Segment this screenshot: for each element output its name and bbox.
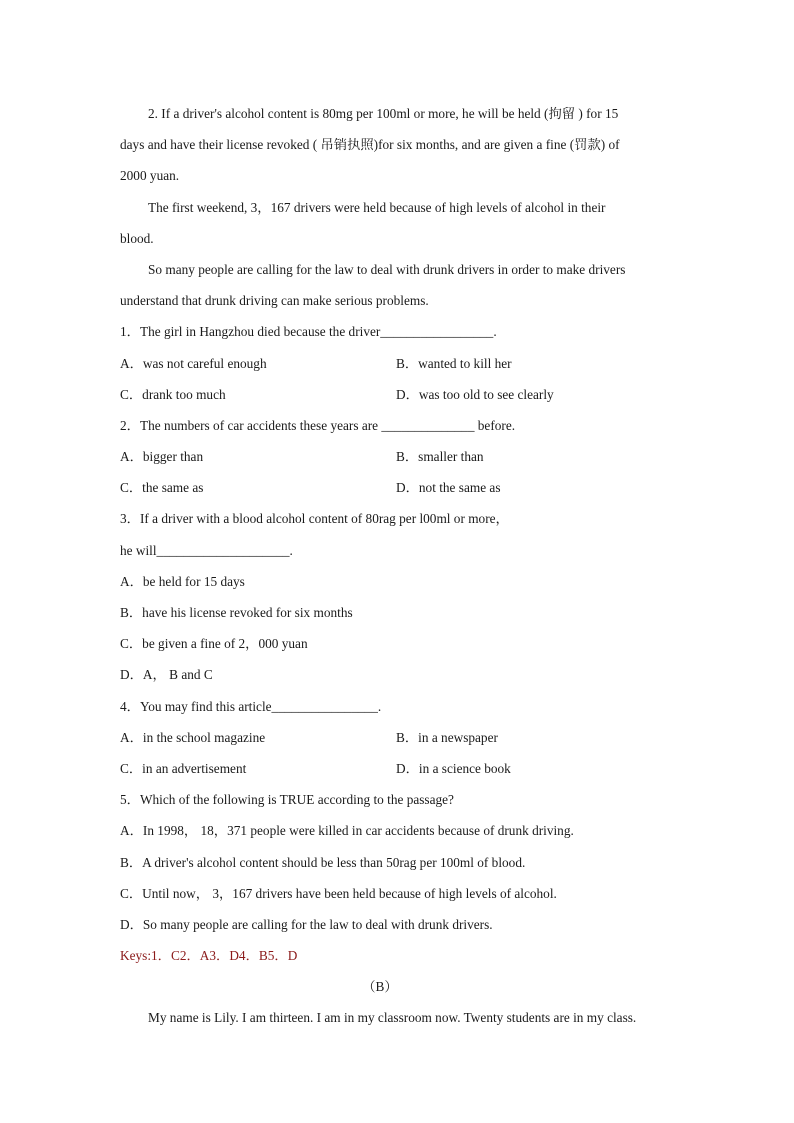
question-stem: 1．The girl in Hangzhou died because the driver_________________. (120, 324, 497, 340)
option: A．bigger than (120, 449, 204, 465)
question-stem: 3．If a driver with a blood alcohol content of 80rag per l00ml or more， (120, 511, 509, 527)
answer-keys: Keys:1．C2．A3．D4．B5．D (120, 948, 298, 964)
passage-line: blood. (120, 230, 154, 246)
option: C．in an advertisement (120, 760, 247, 776)
option-row (120, 472, 680, 503)
passage-line: My name is Lily. I am thirteen. I am in my classroom now. Twenty students are in my class. (148, 1010, 637, 1026)
option: B．wanted to kill her (396, 355, 512, 371)
option-row (120, 722, 680, 753)
question-stem: 4．You may find this article________________. (120, 698, 382, 714)
option: D．in a science book (396, 760, 511, 776)
option-row (120, 441, 680, 472)
option: A．In 1998， 18，371 people were killed in car accidents because of drunk driving. (120, 823, 574, 839)
option: D．So many people are calling for the law to deal with drunk drivers. (120, 916, 493, 932)
option-row (120, 379, 680, 410)
passage-line: days and have their license revoked ( 吊销执照)for six months, and are given a fine (罚款) of (120, 137, 620, 153)
question-stem-continued: he will____________________. (120, 542, 293, 558)
document-body (120, 98, 680, 1034)
passage-line: So many people are calling for the law to deal with drunk drivers in order to make drivers (148, 261, 626, 277)
option: C．Until now， 3，167 drivers have been held because of high levels of alcohol. (120, 885, 557, 901)
passage-line: 2. If a driver's alcohol content is 80mg per 100ml or more, he will be held (拘留 ) for 15 (148, 106, 619, 121)
passage-line: The first weekend, 3，167 drivers were held because of high levels of alcohol in their (148, 199, 606, 215)
option: B．have his license revoked for six months (120, 605, 353, 620)
option: D．A， B and C (120, 667, 213, 683)
question-stem: 2．The numbers of car accidents these years are ______________ before. (120, 417, 516, 433)
option: C．drank too much (120, 386, 226, 402)
passage-line: 2000 yuan. (120, 168, 180, 184)
option-row (120, 348, 680, 379)
option: B．A driver's alcohol content should be less than 50rag per 100ml of blood. (120, 854, 526, 870)
option: B．smaller than (396, 449, 484, 465)
section-heading: （B） (362, 979, 398, 995)
option: D．was too old to see clearly (396, 386, 554, 402)
option-row (120, 753, 680, 784)
question-stem: 5．Which of the following is TRUE according to the passage? (120, 792, 454, 808)
option: A．was not careful enough (120, 355, 267, 371)
option: A．in the school magazine (120, 729, 266, 745)
option: C．be given a fine of 2，000 yuan (120, 636, 308, 652)
passage-line: understand that drunk driving can make serious problems. (120, 293, 429, 309)
option: D．not the same as (396, 480, 501, 496)
option: A．be held for 15 days (120, 573, 245, 589)
option: C．the same as (120, 480, 204, 496)
option: B．in a newspaper (396, 729, 498, 745)
